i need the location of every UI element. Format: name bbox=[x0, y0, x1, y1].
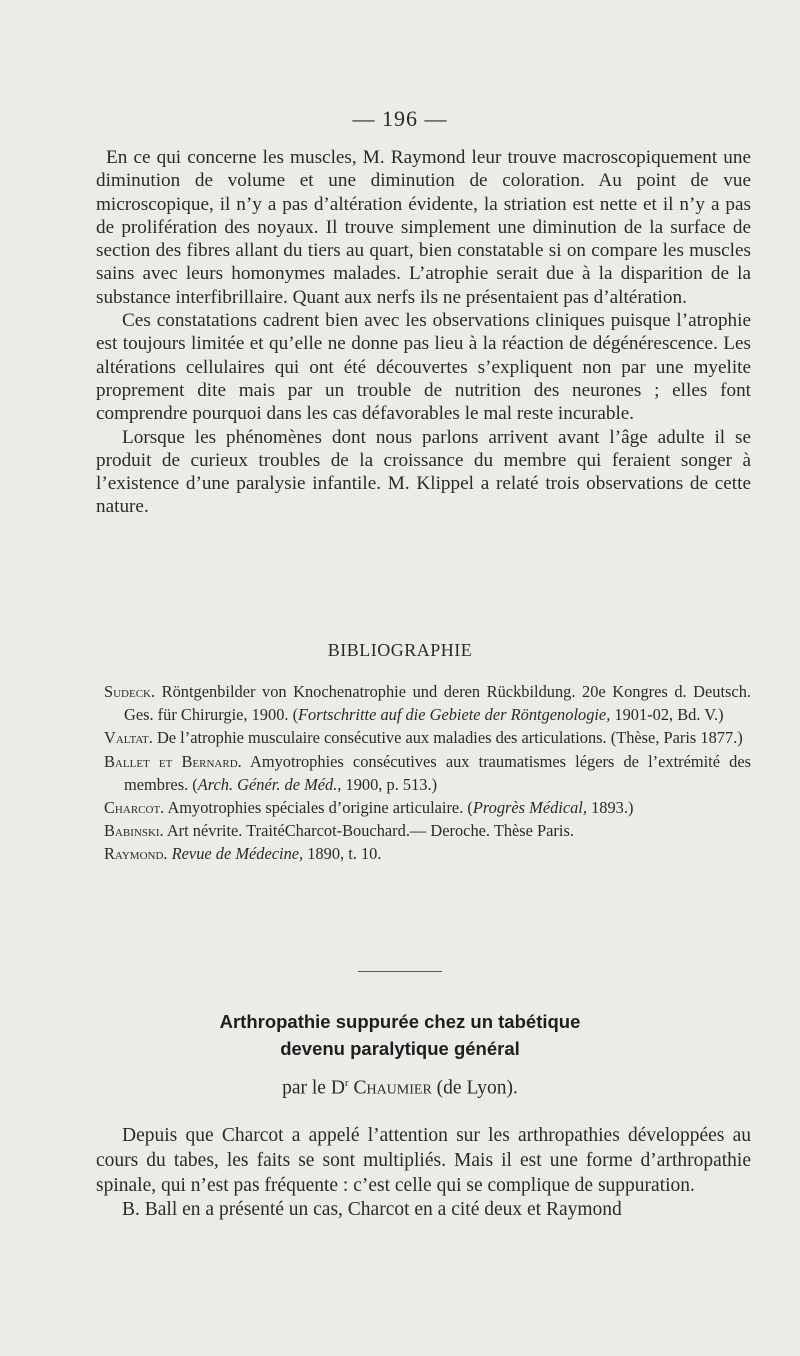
paragraph: Depuis que Charcot a appelé l’attention sur les arthropathies développées au cours du tabes, les faits se sont multipliés. Mais il est une forme d’arthropathie spinale, qui n’est pas fréquente : c’est celle qui se complique de suppuration. bbox=[96, 1125, 751, 1196]
entry-journal: Fortschritte auf die Gebiete der Röntgenologie, bbox=[298, 705, 611, 725]
entry-text: Art névrite. TraitéCharcot-Bouchard.— Deroche. Thèse Paris. bbox=[163, 821, 574, 841]
paragraph: B. Ball en a présenté un cas, Charcot en a cité deux et Raymond bbox=[122, 1199, 622, 1221]
entry-tail: 1901-02, Bd. V.) bbox=[610, 705, 724, 725]
entry-journal: Progrès Médical, bbox=[472, 798, 587, 818]
byline-prefix: par le D bbox=[282, 1077, 345, 1099]
bibliography-title: BIBLIOGRAPHIE bbox=[327, 640, 473, 660]
entry-text: De l’atrophie musculaire consécutive aux maladies des articulations. (Thèse, Paris 1877.) bbox=[152, 728, 743, 748]
entry-author: Charcot. bbox=[104, 798, 165, 818]
entry-tail: 1893.) bbox=[586, 798, 634, 818]
bibliography-entry bbox=[96, 819, 751, 842]
article-text bbox=[96, 1124, 751, 1223]
entry-tail: 1900, p. 513.) bbox=[341, 774, 438, 794]
paragraph: Ces constatations cadrent bien avec les observations cliniques puisque l’atrophie est toujours limitée et qu’elle ne donne pas lieu à la réaction de dégénérescence. Les altérations cellulaires qui ont été découvertes s’expliquent non par une myelite proprement dite mais par un trouble de nutrition des neurones ; elles font comprendre pourquoi dans les cas défavorables le mal reste incurable. bbox=[96, 310, 751, 425]
entry-text: Amyotrophies consécutives aux traumatismes légers de l’extrémité des membres. ( bbox=[124, 751, 751, 794]
section-divider bbox=[358, 971, 442, 972]
article-byline bbox=[0, 1077, 800, 1100]
entry-tail: 1890, t. 10. bbox=[303, 844, 382, 864]
article-title-line: Arthropathie suppurée chez un tabétique bbox=[219, 1011, 581, 1032]
paragraph: En ce qui concerne les muscles, M. Raymond leur trouve macroscopiquement une diminution de volume et une diminution de coloration. Au point de vue microscopique, il n’y a pas d’altération évidente, la striation est nette et il n’y a pas de prolifération des noyaux. Il trouve simplement une diminution de la surface de section des fibres allant du tiers au quart, bien constatable si on compare les muscles sains avec leurs homonymes malades. L’atrophie serait due à la disparition de la substance interfibrillaire. Quant aux nerfs ils ne présentaient pas d’altération. bbox=[96, 147, 751, 308]
bibliography-list bbox=[96, 680, 751, 866]
entry-text: Amyotrophies spéciales d’origine articulaire. ( bbox=[164, 798, 473, 818]
bibliography-entry bbox=[96, 796, 751, 819]
byline-author: Chaumier bbox=[353, 1077, 432, 1099]
entry-author: Babinski. bbox=[104, 821, 164, 841]
entry-author: Ballet et Bernard. bbox=[104, 751, 242, 771]
bibliography-entry bbox=[96, 726, 751, 749]
entry-journal: Revue de Médecine, bbox=[171, 844, 304, 864]
bibliography-entry bbox=[96, 750, 751, 796]
page-number: — 196 — bbox=[352, 106, 448, 131]
main-text bbox=[96, 146, 751, 519]
entry-author: Sudeck. bbox=[104, 682, 156, 701]
entry-text: Röntgenbilder von Knochenatrophie und deren Rückbildung. 20e Kongres d. Deutsch. Ges. für Chirurgie, 1900. ( bbox=[124, 682, 751, 725]
bibliography-entry bbox=[96, 680, 751, 726]
paragraph: Lorsque les phénomènes dont nous parlons arrivent avant l’âge adulte il se produit de curieux troubles de la croissance du membre qui feraient songer à l’existence d’une paralysie infantile. M. Klippel a relaté trois observations de cette nature. bbox=[96, 426, 751, 518]
entry-journal: Arch. Génér. de Méd., bbox=[197, 774, 342, 794]
article-title bbox=[0, 1008, 800, 1062]
entry-author: Valtat. bbox=[104, 728, 153, 748]
article-title-line: devenu paralytique général bbox=[280, 1038, 520, 1059]
bibliography-entry bbox=[96, 842, 751, 865]
byline-suffix: (de Lyon). bbox=[431, 1077, 518, 1099]
entry-author: Raymond. bbox=[104, 844, 168, 864]
byline-sup: r bbox=[344, 1077, 349, 1089]
